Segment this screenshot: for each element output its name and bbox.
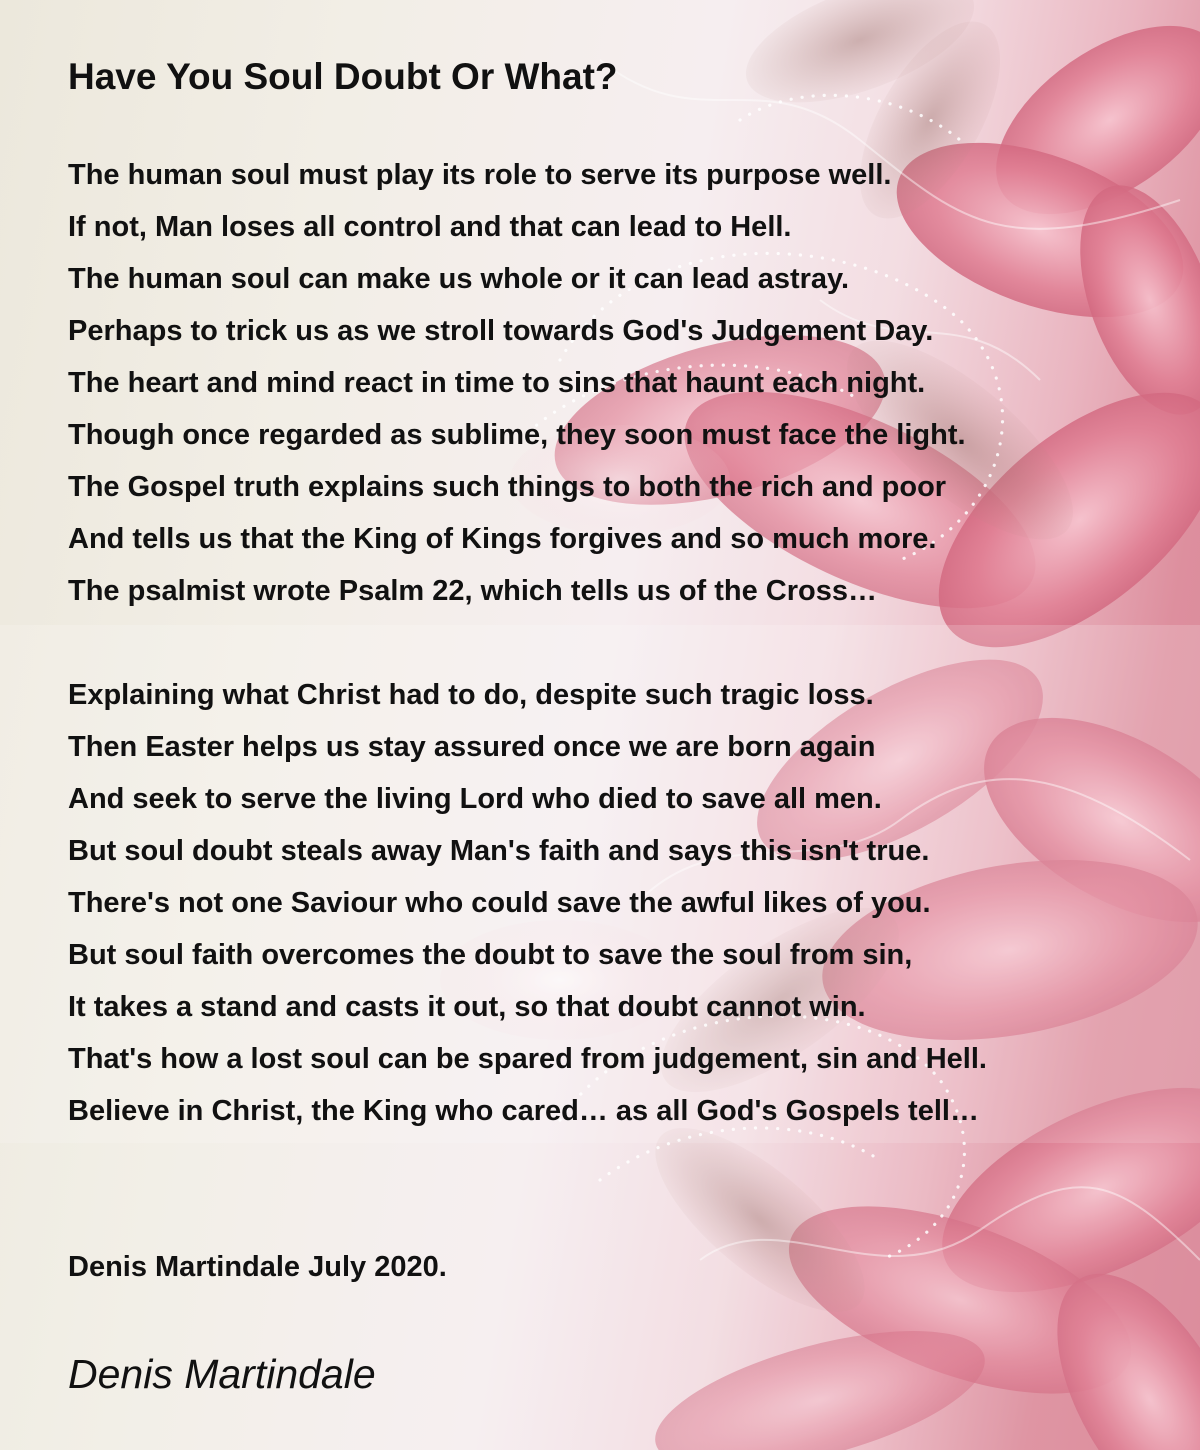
poem-line: Though once regarded as sublime, they soon must face the light. xyxy=(68,419,966,451)
poem-line: Explaining what Christ had to do, despite such tragic loss. xyxy=(68,679,874,711)
poem-line: Then Easter helps us stay assured once we are born again xyxy=(68,731,876,763)
stanza-2 xyxy=(68,669,987,1137)
poem-line: Perhaps to trick us as we stroll towards God's Judgement Day. xyxy=(68,315,934,347)
poem-line: The Gospel truth explains such things to both the rich and poor xyxy=(68,471,947,503)
content-band-bottom xyxy=(0,1143,1200,1450)
author-date-credit: Denis Martindale July 2020. xyxy=(68,1251,447,1283)
poem-line: That's how a lost soul can be spared from judgement, sin and Hell. xyxy=(68,1043,987,1075)
poem-line: And seek to serve the living Lord who died to save all men. xyxy=(68,783,882,815)
poem-line: The human soul can make us whole or it can lead astray. xyxy=(68,263,850,295)
poem-line: But soul faith overcomes the doubt to save the soul from sin, xyxy=(68,939,913,971)
author-signature: Denis Martindale xyxy=(68,1351,376,1397)
poem-title: Have You Soul Doubt Or What? xyxy=(68,56,618,97)
poem-line: The heart and mind react in time to sins that haunt each night. xyxy=(68,367,926,399)
poem-line: It takes a stand and casts it out, so that doubt cannot win. xyxy=(68,991,866,1023)
poem-line: If not, Man loses all control and that can lead to Hell. xyxy=(68,211,792,243)
poem-line: And tells us that the King of Kings forgives and so much more. xyxy=(68,523,937,555)
poem-line: The psalmist wrote Psalm 22, which tells us of the Cross… xyxy=(68,575,877,607)
poem-line: The human soul must play its role to serve its purpose well. xyxy=(68,159,892,191)
poem-line: There's not one Saviour who could save the awful likes of you. xyxy=(68,887,931,919)
stanza-1 xyxy=(68,149,966,617)
poem-line: But soul doubt steals away Man's faith and says this isn't true. xyxy=(68,835,930,867)
poem-line: Believe in Christ, the King who cared… as all God's Gospels tell… xyxy=(68,1095,979,1127)
